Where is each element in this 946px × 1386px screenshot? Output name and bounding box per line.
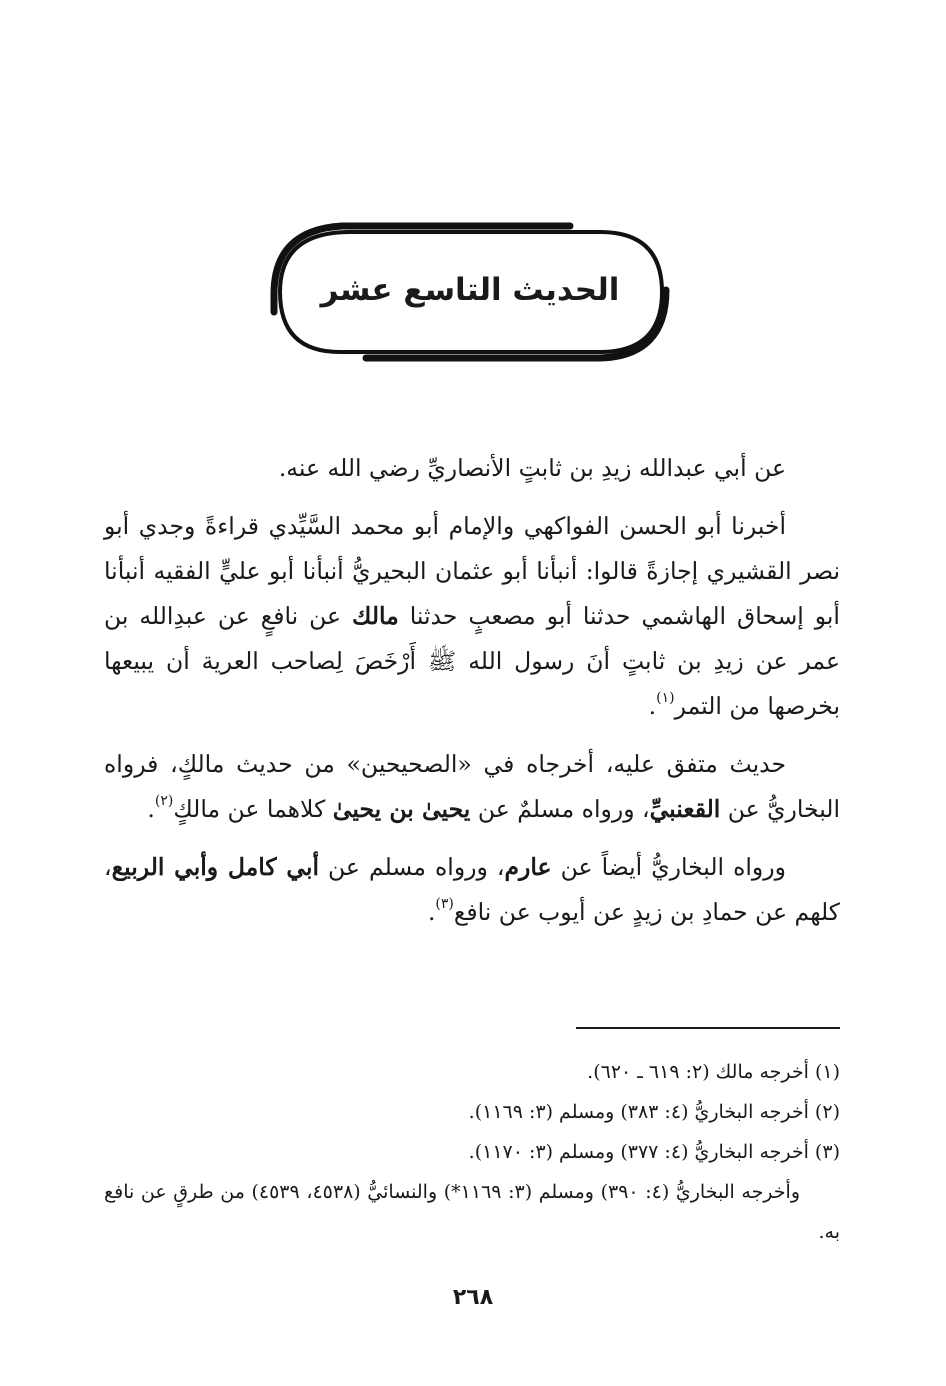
- riwaya-end: .: [427, 898, 436, 926]
- footnotes: [104, 1052, 840, 1252]
- takhrij-text-2: ، ورواه مسلمٌ عن: [477, 795, 650, 823]
- footnote-ref-3: (٣): [435, 896, 454, 912]
- takhrij-end: .: [147, 795, 155, 823]
- takhrij-bold-qanabi: القعنبيِّ: [649, 795, 721, 823]
- chapter-title-frame: [270, 222, 670, 362]
- riwaya-text-2: ، ورواه مسلم عن: [328, 853, 505, 881]
- riwaya-text-3: ، كلهم عن حمادِ بن زيدٍ عن أيوب عن نافع: [104, 853, 840, 926]
- takhrij-bold-yahya: يحيىٰ بن يحيىٰ: [332, 795, 471, 823]
- isnad-text-1: أخبرنا أبو الحسن الفواكهي والإمام أبو محمد السَّيِّدي قراءةً وجدي أبو نصر القشيري إجازةً قالوا: أنبأنا أبو عثمان البحيريُّ أنبأنا أبو عليٍّ الفقيه أنبأنا أبو إسحاق الهاشمي حدثنا أبو مصعبٍ حدثنا: [104, 512, 840, 630]
- footnote-1: (١) أخرجه مالك (٢: ٦١٩ ـ ٦٢٠).: [587, 1061, 840, 1083]
- narrator-line: عن أبي عبدالله زيدِ بن ثابتٍ الأنصاريِّ رضي الله عنه.: [278, 454, 786, 482]
- footnote-ref-2: (٢): [154, 793, 174, 809]
- footnote-3: (٣) أخرجه البخاريُّ (٤: ٣٧٧) ومسلم (٣: ١١٧٠).: [468, 1141, 840, 1163]
- takhrij-text-3: كلاهما عن مالكٍ: [173, 795, 326, 823]
- riwaya-text-1: ورواه البخاريُّ أيضاً عن: [560, 853, 786, 881]
- isnad-end: .: [648, 692, 657, 720]
- takhrij-text-1: حديث متفق عليه، أخرجاه في «الصحيحين» من حديث مالكٍ، فرواه البخاريُّ عن: [104, 750, 840, 823]
- isnad-paragraph: [104, 504, 840, 729]
- takhrij-paragraph: [104, 742, 840, 832]
- footnote-ref-1: (١): [656, 690, 675, 706]
- footnote-3-continued: وأخرجه البخاريُّ (٤: ٣٩٠) ومسلم (٣: ١١٦٩*) والنسائيُّ (٤٥٣٨، ٤٥٣٩) من طرقٍ عن نافع به.: [104, 1181, 840, 1243]
- footnote-separator: [576, 1027, 840, 1029]
- riwaya-bold-arim: عارم: [504, 853, 552, 881]
- isnad-text-2: عن نافعٍ عن عبدِالله بن عمر عن زيدِ بن ثابتٍ أنَ رسول الله ﷺ أَرْخَصَ لِصاحب العرية أن يبيعها بخرصها من التمر: [104, 602, 840, 720]
- riwaya-bold-abu-kamil: أبي كامل وأبي الربيع: [111, 853, 320, 881]
- riwaya-paragraph: [104, 845, 840, 935]
- hadith-body: [104, 446, 840, 935]
- isnad-bold-malik: مالك: [352, 602, 399, 630]
- page-number: ٢٦٨: [452, 1285, 494, 1310]
- chapter-title: الحديث التاسع عشر: [320, 272, 620, 308]
- footnote-2: (٢) أخرجه البخاريُّ (٤: ٣٨٣) ومسلم (٣: ١١٦٩).: [468, 1101, 840, 1123]
